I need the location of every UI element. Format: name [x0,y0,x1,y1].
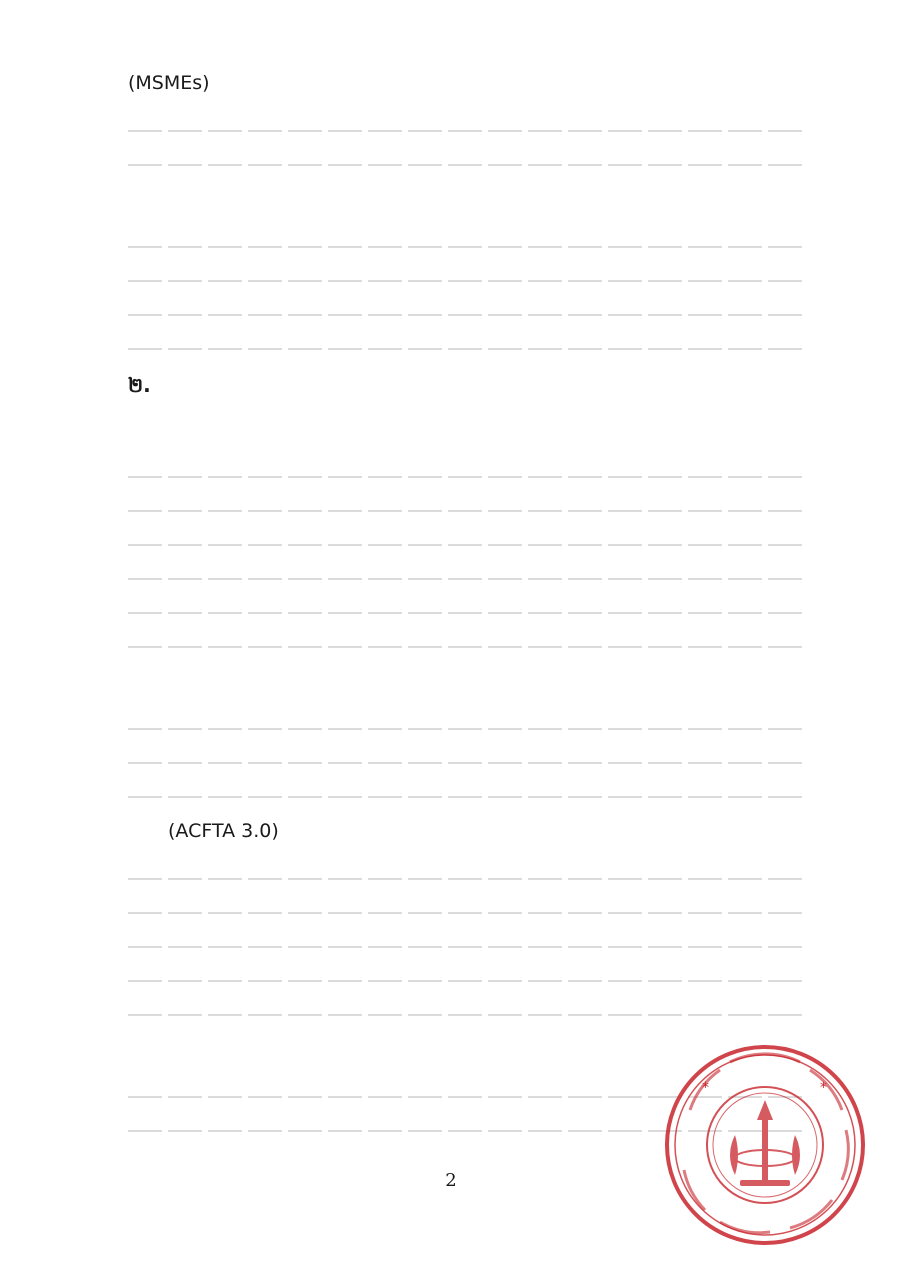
page-number: 2 [445,1170,457,1191]
paragraph-1-lines [128,114,808,182]
paragraph-1-latin: (MSMEs) [128,72,210,94]
paragraph-5 [128,814,808,848]
stamp-emblem [730,1100,800,1186]
document-body [128,66,808,1148]
paragraph-4-lines [128,712,808,814]
section-number: ២. [128,373,151,397]
stamp-star-left: * [702,1080,709,1096]
paragraph-2-lines [128,230,808,366]
paragraph-5-lines [128,862,808,1032]
paragraph-5-latin: (ACFTA 3.0) [168,820,279,842]
paragraph-3-lines [128,460,808,664]
paragraph-4 [128,664,808,698]
section-heading [128,368,808,402]
paragraph-2 [128,182,808,216]
paragraph-1 [128,66,808,100]
official-stamp [660,1040,870,1250]
stamp-star-right: * [820,1080,827,1096]
paragraph-3 [128,412,808,446]
